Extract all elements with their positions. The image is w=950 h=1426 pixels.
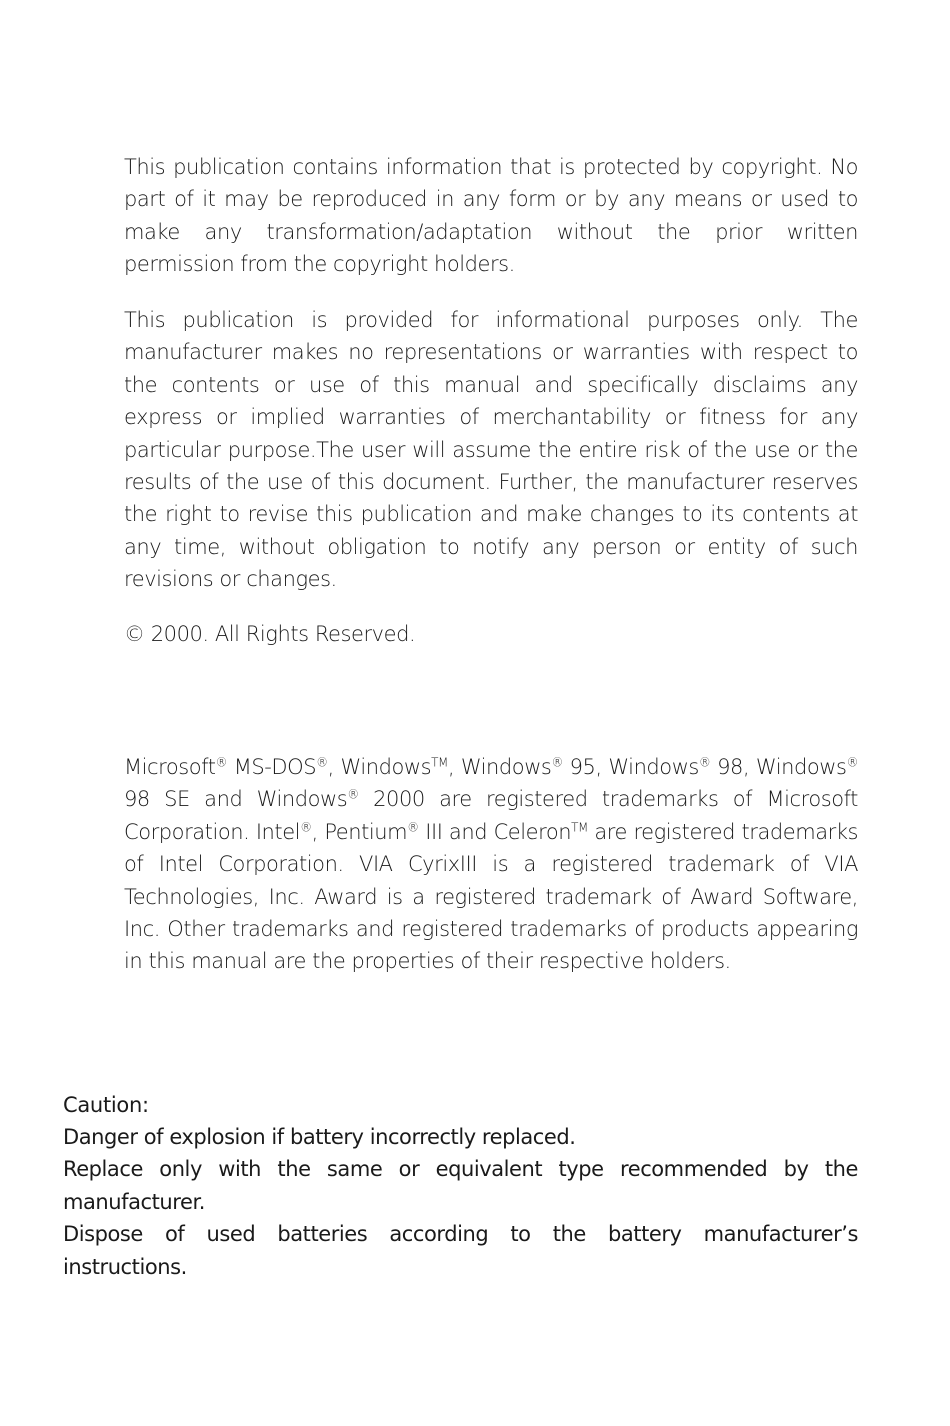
tm-msdos: MS-DOS xyxy=(233,755,317,779)
separator: , xyxy=(327,755,341,779)
caution-line: Replace only with the same or equivalent type recommended by the manufacturer. xyxy=(63,1157,858,1214)
disclaimer-paragraph: This publication is provided for informational purposes only. The manufacturer makes no representations or warranties with respect to the contents or use of this manual and specifically disclaims any express or implied warranties of merchantability or fitness for any particular purpose.The user will assume the entire risk of the use or the results of the use of this document. Further, the manufacturer reserves the right to revise this publication and make changes to its contents at any time, without obligation to notify any person or entity of such revisions or changes. xyxy=(124,308,858,592)
reg-mark: ® xyxy=(407,820,419,835)
rights-reserved-line: © 2000. All Rights Reserved. xyxy=(124,622,416,646)
tm-windows-98se: 98 SE and xyxy=(124,787,243,812)
tm-windows-2000: 2000 are registered trademarks of Microsoft Corporation. xyxy=(124,787,858,844)
tm-celeron: Celeron xyxy=(493,819,572,844)
tm-windows: Windows xyxy=(755,755,847,779)
reg-mark: ® xyxy=(551,755,563,770)
separator: , xyxy=(447,755,461,779)
tm-mark: TM xyxy=(571,820,588,835)
separator: , xyxy=(742,755,756,779)
tm-microsoft: Microsoft xyxy=(124,755,216,779)
separator: , xyxy=(595,755,609,779)
tm-pentium-tail: III and xyxy=(425,819,488,844)
tm-pentium: Pentium xyxy=(324,819,408,844)
tm-intel: Intel xyxy=(255,819,301,844)
reg-mark: ® xyxy=(300,820,312,835)
tm-windows: Windows xyxy=(460,755,552,779)
caution-block xyxy=(63,1089,858,1283)
separator: , xyxy=(311,819,325,844)
tm-windows: Windows xyxy=(340,755,432,779)
reg-mark: ® xyxy=(316,755,328,770)
caution-line: Danger of explosion if battery incorrectly replaced. xyxy=(63,1125,576,1149)
reg-mark: ® xyxy=(846,755,858,770)
reg-mark: ® xyxy=(698,755,711,770)
tm-windows-95: 95 xyxy=(569,755,596,779)
trademarks-paragraph xyxy=(124,751,858,978)
tm-windows: Windows xyxy=(256,787,348,812)
caution-line: Dispose of used batteries according to the battery manufacturer’s instructions. xyxy=(63,1222,858,1279)
copyright-paragraph: This publication contains information that is protected by copyright. No part of it may be reproduced in any form or by any means or used to make any transformation/adaptation without the prior written permission from the copyright holders. xyxy=(124,155,858,277)
trademarks-rest: are registered trademarks of Intel Corporation. VIA CyrixIII is a registered trademark of VIA Technologies, Inc. Award is a registered trademark of Award Software, Inc. Other trademarks and registered trademarks of products appearing in this manual are the properties of their respective holders. xyxy=(124,819,859,974)
tm-windows-98: 98 xyxy=(717,755,743,779)
tm-mark: TM xyxy=(431,755,448,770)
reg-mark: ® xyxy=(347,787,359,802)
caution-title: Caution: xyxy=(63,1093,149,1117)
reg-mark: ® xyxy=(215,755,228,770)
tm-windows: Windows xyxy=(608,755,699,779)
